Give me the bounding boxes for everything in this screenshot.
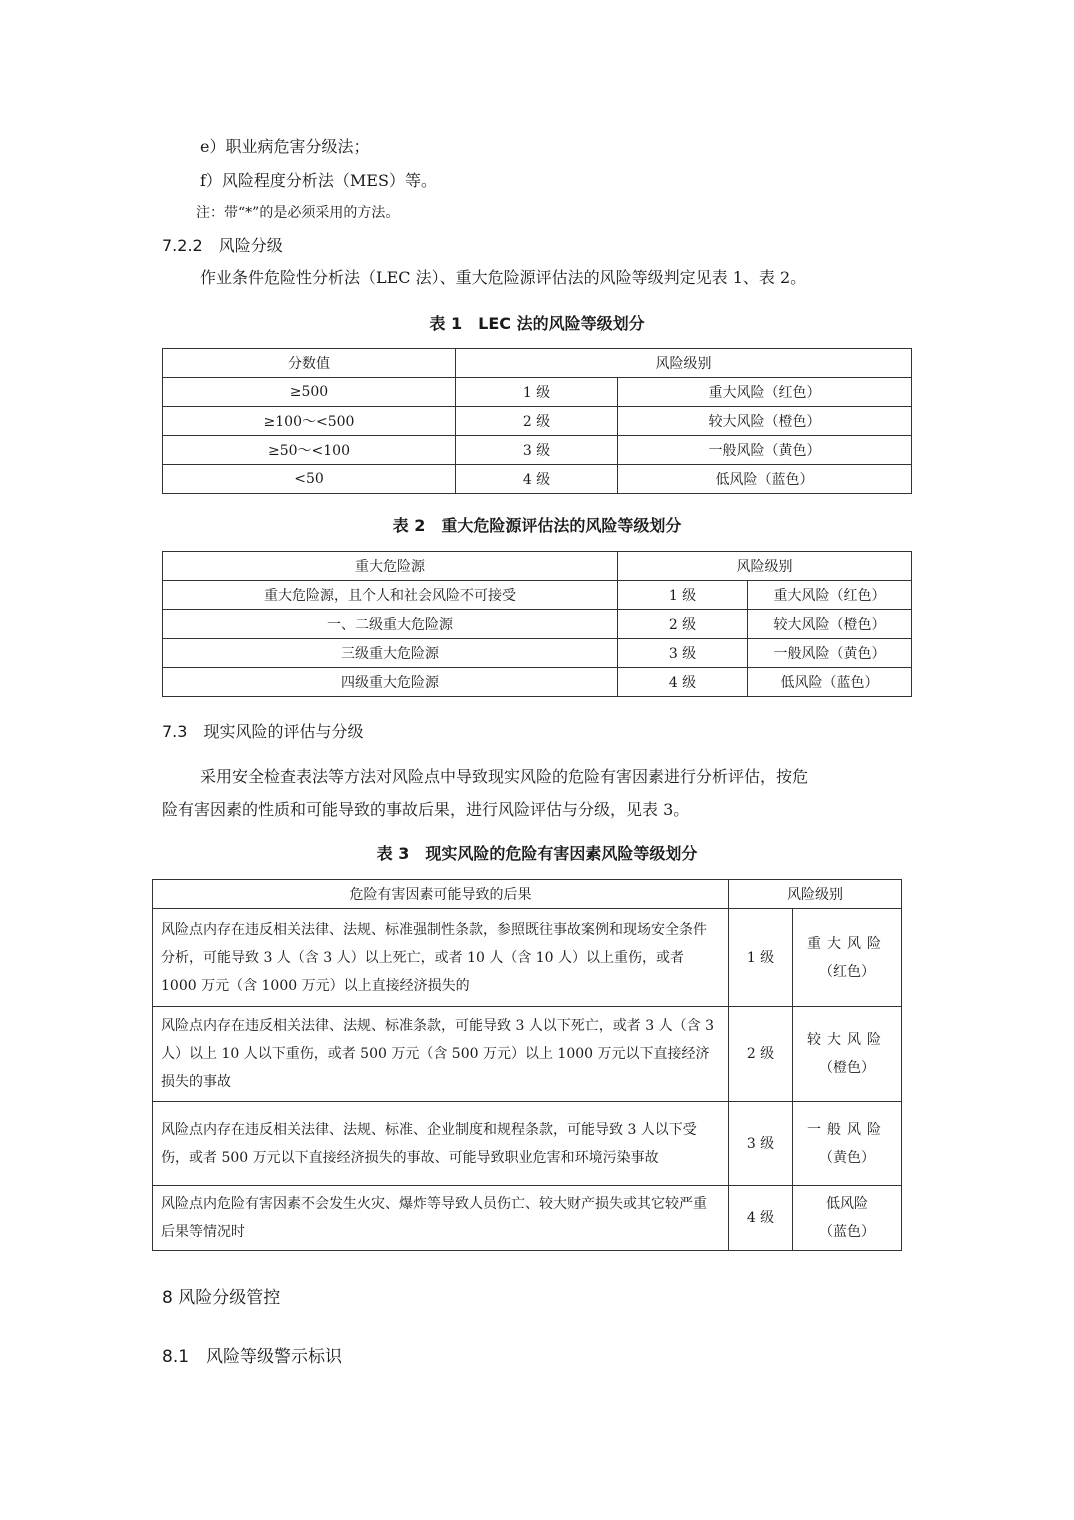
risk-name: 低风险 [826,1196,868,1212]
risk-color: （红色） [819,963,875,980]
cell-hazard: 三级重大危险源 [163,639,618,668]
heading-7-2-2: 7.2.2 风险分级 [162,236,283,255]
cell-risk: 低风险（蓝色） [618,465,912,494]
cell-consequence: 风险点内存在违反相关法律、法规、标准强制性条款，参照既往事故案例和现场安全条件分析，可能导致 3 人（含 3 人）以上死亡，或者 10 人（含 10 人）以上重伤，或者 1000 万元（含 1000 万元）以上直接经济损失的 [153,909,729,1007]
cell-level: 3 级 [456,436,618,465]
table-row [153,1007,902,1102]
table-row [163,668,912,697]
heading-8: 8 风险分级管控 [162,1288,281,1308]
table-row [163,407,912,436]
header-consequence: 危险有害因素可能导致的后果 [153,880,729,909]
cell-consequence: 风险点内存在违反相关法律、法规、标准、企业制度和规程条款，可能导致 3 人以下受伤，或者 500 万元以下直接经济损失的事故、可能导致职业危害和环境污染事故 [153,1102,729,1186]
table-lec [162,348,912,494]
cell-level: 2 级 [456,407,618,436]
table-major-hazard [162,551,912,697]
header-risk-level: 风险级别 [456,349,912,378]
risk-color: （黄色） [819,1149,875,1166]
cell-risk: 低风险（蓝色） [748,668,912,697]
table-row [153,1102,902,1186]
heading-8-1: 8.1 风险等级警示标识 [162,1347,343,1367]
header-hazard: 重大危险源 [163,552,618,581]
cell-risk [793,909,902,1007]
cell-hazard: 四级重大危险源 [163,668,618,697]
cell-hazard: 一、二级重大危险源 [163,610,618,639]
cell-level: 4 级 [618,668,748,697]
table2-caption: 表 2 重大危险源评估法的风险等级划分 [392,516,682,535]
cell-risk [793,1007,902,1102]
header-risk-level: 风险级别 [618,552,912,581]
cell-risk: 较大风险（橙色） [618,407,912,436]
table-row [163,436,912,465]
cell-level: 4 级 [456,465,618,494]
cell-level: 3 级 [618,639,748,668]
table-header-row [163,349,912,378]
cell-risk: 一般风险（黄色） [748,639,912,668]
table-current-risk [152,879,902,1251]
paragraph-7-2-2: 作业条件危险性分析法（LEC 法）、重大危险源评估法的风险等级判定见表 1、表 2。 [200,268,807,287]
table-row [153,1186,902,1251]
cell-level: 1 级 [456,378,618,407]
table-row [163,639,912,668]
table-header-row [153,880,902,909]
cell-level: 4 级 [729,1186,793,1251]
risk-name: 较大风险 [807,1032,887,1048]
cell-level: 1 级 [729,909,793,1007]
table3-caption: 表 3 现实风险的危险有害因素风险等级划分 [376,844,698,863]
heading-7-3: 7.3 现实风险的评估与分级 [162,722,364,741]
risk-color: （橙色） [819,1060,875,1076]
cell-risk [793,1102,902,1186]
table-row [163,465,912,494]
cell-level: 3 级 [729,1102,793,1186]
header-score: 分数值 [163,349,456,378]
cell-score: ≥500 [163,378,456,407]
risk-color: （蓝色） [819,1224,875,1240]
cell-risk: 重大风险（红色） [618,378,912,407]
table-row [163,581,912,610]
cell-level: 1 级 [618,581,748,610]
list-item-f: f）风险程度分析法（MES）等。 [200,171,437,190]
cell-risk [793,1186,902,1251]
table-row [153,909,902,1007]
cell-consequence: 风险点内存在违反相关法律、法规、标准条款，可能导致 3 人以下死亡，或者 3 人（含 3 人）以上 10 人以下重伤，或者 500 万元（含 500 万元）以上 1000 万元以下直接经济损失的事故 [153,1007,729,1102]
cell-score: ≥50～<100 [163,436,456,465]
table-row [163,610,912,639]
cell-consequence: 风险点内危险有害因素不会发生火灾、爆炸等导致人员伤亡、较大财产损失或其它较严重后果等情况时 [153,1186,729,1251]
cell-risk: 较大风险（橙色） [748,610,912,639]
list-item-e: e）职业病危害分级法； [200,137,370,156]
paragraph-7-3-line2: 险有害因素的性质和可能导致的事故后果，进行风险评估与分级，见表 3。 [162,800,690,819]
cell-score: ≥100～<500 [163,407,456,436]
table1-caption: 表 1 LEC 法的风险等级划分 [429,314,645,333]
cell-hazard: 重大危险源，且个人和社会风险不可接受 [163,581,618,610]
risk-name: 重大风险 [807,935,887,952]
cell-score: <50 [163,465,456,494]
table-row [163,378,912,407]
cell-level: 2 级 [618,610,748,639]
note-text: 注：带“*”的是必须采用的方法。 [196,205,400,221]
table-header-row [163,552,912,581]
paragraph-7-3-line1: 采用安全检查表法等方法对风险点中导致现实风险的危险有害因素进行分析评估，按危 [200,767,809,786]
header-risk-level: 风险级别 [729,880,902,909]
cell-level: 2 级 [729,1007,793,1102]
cell-risk: 重大风险（红色） [748,581,912,610]
cell-risk: 一般风险（黄色） [618,436,912,465]
risk-name: 一般风险 [807,1121,887,1138]
